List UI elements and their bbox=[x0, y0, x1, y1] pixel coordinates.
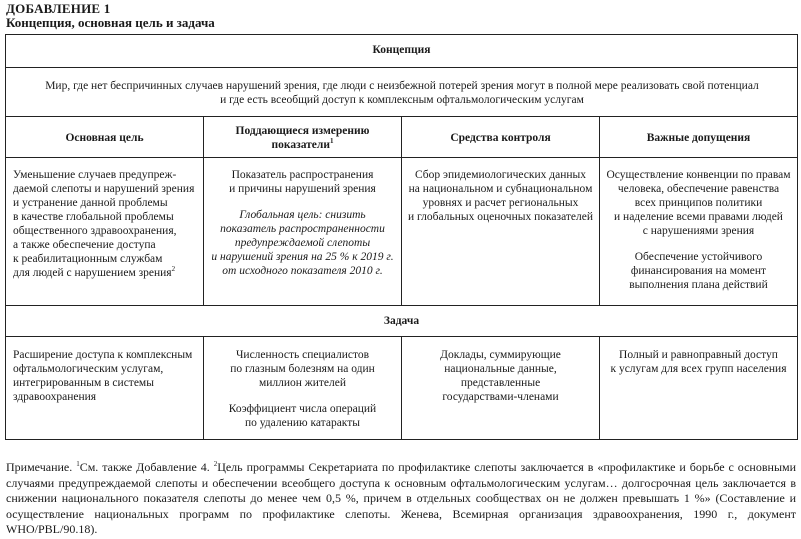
task-indicator-cell bbox=[204, 348, 401, 430]
text-line: финансирования на момент bbox=[630, 265, 767, 277]
footnote-text: См. также Добавление 4. bbox=[79, 460, 210, 474]
column-header-line: Поддающиеся измерению bbox=[235, 125, 370, 137]
text-line: Глобальная цель: снизить bbox=[239, 209, 366, 221]
footnote-label: Примечание. bbox=[6, 460, 73, 474]
column-header-line: показатели$^1$ bbox=[271, 137, 334, 151]
global-target bbox=[204, 208, 401, 278]
footnote-marker: 1 bbox=[329, 137, 334, 146]
text-line: интегрированным в системы bbox=[13, 377, 154, 389]
task-heading: Задача bbox=[383, 315, 420, 327]
text-line: Показатель распространения bbox=[231, 169, 374, 181]
means-cell bbox=[402, 168, 599, 224]
text-line: в качестве глобальной проблемы bbox=[13, 211, 174, 223]
text-line: человека, обеспечение равенства bbox=[617, 183, 780, 195]
text-line: к услугам для всех групп населения bbox=[610, 363, 787, 375]
text-line: для людей с нарушением зрения$^2$ bbox=[13, 265, 176, 279]
text-line: Коэффициент числа операций bbox=[228, 403, 377, 415]
text-line: уровнях и расчет региональных bbox=[422, 197, 579, 209]
text-line: и нарушений зрения на 25 % к 2019 г. bbox=[211, 251, 394, 263]
footnote-marker: 2 bbox=[213, 460, 218, 468]
text-line: а также обеспечение доступа bbox=[13, 239, 156, 251]
text-line: и причины нарушений зрения bbox=[229, 183, 376, 195]
text-line: по удалению катаракты bbox=[244, 417, 360, 429]
funding-assumption bbox=[600, 250, 797, 292]
text-line: к реабилитационным службам bbox=[13, 253, 163, 265]
footnote-marker: 2 bbox=[171, 265, 176, 274]
text-line: и глобальных оценочных показателей bbox=[408, 211, 593, 223]
text-line: государствами-членами bbox=[442, 391, 559, 403]
footnote-marker: 1 bbox=[76, 460, 80, 468]
text-line: здравоохранения bbox=[13, 391, 97, 403]
text-line: Расширение доступа к комплексным bbox=[13, 349, 193, 361]
footnote-text: Цель программы Секретариата по профилактике слепоты заключается в «профилактике и борьбе с основными случаями предупреждаемой слепоты и обеспечении всеобщего доступа к основным офтальмологическим услугам… долгосрочная цель заключается в снижении национального показателя слепоты до менее чем 0,5 %, причем в отдельных сообществах он не должен превышать 1 %» (Составление и осуществление национальных программ по профилактике слепоты. Женева, Всемирная организация здравоохранения, 1990 г., документ WHO/PBL/90.18). bbox=[6, 460, 797, 536]
concept-line: и где есть всеобщий доступ к комплексным офтальмологическим услугам bbox=[220, 94, 584, 106]
cataract-indicator bbox=[204, 402, 401, 430]
task-means-cell bbox=[402, 348, 599, 404]
text-line: даемой слепоты и нарушений зрения bbox=[13, 183, 195, 195]
text-line: с нарушениями зрения bbox=[642, 225, 755, 237]
task-assumptions-cell bbox=[600, 348, 797, 376]
task-goal-cell bbox=[13, 348, 201, 404]
indicator-cell bbox=[204, 168, 401, 278]
text-line: Доклады, суммирующие bbox=[440, 349, 561, 361]
goal-cell bbox=[13, 168, 201, 280]
appendix-title: ДОБАВЛЕНИЕ 1 bbox=[6, 1, 111, 16]
text-line: на национальном и субнациональном bbox=[408, 183, 593, 195]
footnote bbox=[6, 460, 796, 538]
text-line: и устранение данной проблемы bbox=[13, 197, 168, 209]
text-line: по глазным болезням на один bbox=[230, 363, 375, 375]
logframe-table bbox=[5, 34, 798, 440]
text-line: Обеспечение устойчивого bbox=[634, 251, 763, 263]
text-line: показатель распространенности bbox=[220, 223, 385, 235]
concept-text bbox=[26, 79, 778, 107]
column-header-means: Средства контроля bbox=[450, 132, 551, 144]
text-line: Уменьшение случаев предупреж- bbox=[13, 169, 177, 181]
text-line: общественного здравоохранения, bbox=[13, 225, 177, 237]
text-line: Осуществление конвенции по правам bbox=[606, 169, 791, 181]
table-divider bbox=[6, 67, 797, 68]
text-line: Полный и равноправный доступ bbox=[619, 349, 778, 361]
text-line: Численность специалистов bbox=[235, 349, 370, 361]
text-line: и наделение всеми правами людей bbox=[614, 211, 783, 223]
text-line: офтальмологическим услугам, bbox=[13, 363, 164, 375]
text-line: от исходного показателя 2010 г. bbox=[222, 265, 383, 277]
text-line: Сбор эпидемиологических данных bbox=[414, 169, 586, 181]
text-line: выполнения плана действий bbox=[629, 279, 768, 291]
concept-line: Мир, где нет беспричинных случаев нарушений зрения, где люди с неизбежной потерей зрения могут в полной мере реализовать свой потенциал bbox=[45, 80, 759, 92]
text-line: представленные bbox=[460, 377, 541, 389]
text-line: предупреждаемой слепоты bbox=[234, 237, 371, 249]
text-line: всех принципов политики bbox=[634, 197, 763, 209]
text-line: национальные данные, bbox=[444, 363, 557, 375]
concept-heading: Концепция bbox=[372, 44, 431, 56]
assumptions-cell bbox=[600, 168, 797, 292]
column-header-assumptions: Важные допущения bbox=[646, 132, 751, 144]
table-divider bbox=[6, 305, 797, 306]
text-line: миллион жителей bbox=[258, 377, 347, 389]
page-subtitle: Концепция, основная цель и задача bbox=[6, 15, 215, 30]
column-header-indicators bbox=[204, 124, 401, 152]
column-header-goal: Основная цель bbox=[65, 132, 144, 144]
